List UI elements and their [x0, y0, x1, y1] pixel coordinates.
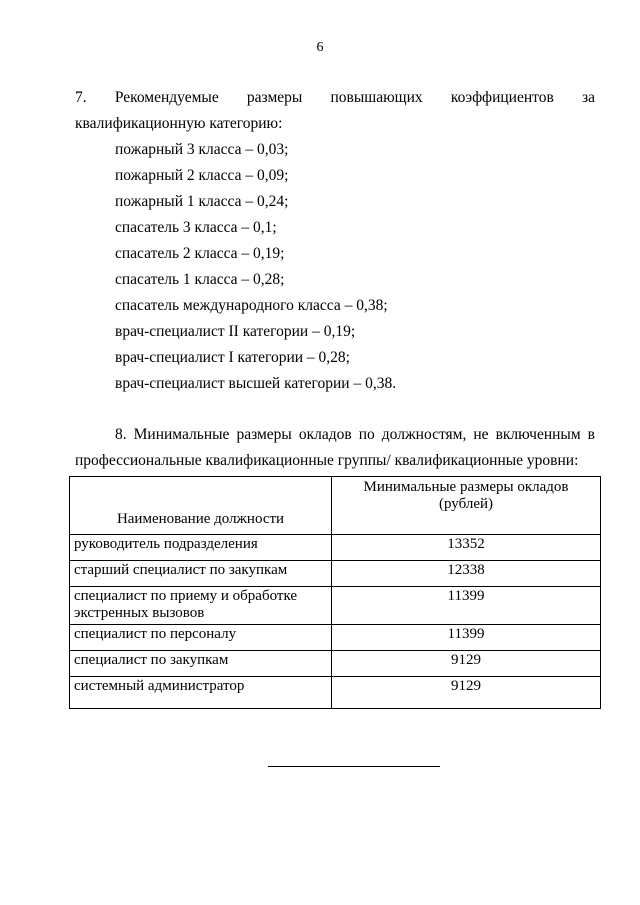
- section7-word: Рекомендуемые: [114, 89, 219, 106]
- coefficient-item: спасатель 1 класса – 0,28;: [115, 271, 285, 288]
- table-row: [70, 677, 601, 709]
- salary-value-cell: 13352: [332, 535, 601, 561]
- coefficient-item: пожарный 3 класса – 0,03;: [115, 141, 289, 158]
- table-header-row: [70, 477, 601, 535]
- section7-word: повышающих: [330, 89, 423, 106]
- section8-word: должностям,: [381, 426, 467, 443]
- salary-value-cell: 9129: [332, 651, 601, 677]
- position-name-cell: специалист по персоналу: [70, 625, 332, 651]
- coefficient-item: пожарный 2 класса – 0,09;: [115, 167, 289, 184]
- section7-word: коэффициентов: [450, 89, 554, 106]
- salary-value-cell: 11399: [332, 587, 601, 625]
- position-name-cell: системный администратор: [70, 677, 332, 709]
- section8-word: не: [473, 426, 489, 443]
- section8-word: включенным: [495, 426, 581, 443]
- coefficient-item: врач-специалист I категории – 0,28;: [115, 349, 350, 366]
- header-minimum-salary: Минимальные размеры окладов (рублей): [332, 477, 601, 535]
- section7-word: размеры: [246, 89, 303, 106]
- coefficient-item: спасатель международного класса – 0,38;: [115, 297, 388, 314]
- table-row: [70, 651, 601, 677]
- section7-word: за: [581, 89, 595, 106]
- position-name-cell: старший специалист по закупкам: [70, 561, 332, 587]
- salary-value-cell: 9129: [332, 677, 601, 709]
- section8-word: размеры: [236, 426, 292, 443]
- coefficient-item: спасатель 3 класса – 0,1;: [115, 219, 277, 236]
- table-row: [70, 535, 601, 561]
- section8-word: по: [358, 426, 375, 443]
- coefficient-item: врач-специалист II категории – 0,19;: [115, 323, 356, 340]
- position-name-cell: руководитель подразделения: [70, 535, 332, 561]
- table-row: [70, 625, 601, 651]
- section8-word: окладов: [298, 426, 352, 443]
- salary-table: [69, 476, 601, 709]
- header-position-name: Наименование должности: [70, 477, 332, 535]
- coefficient-item: врач-специалист высшей категории – 0,38.: [115, 375, 397, 392]
- coefficient-item: спасатель 2 класса – 0,19;: [115, 245, 285, 262]
- position-name-cell: специалист по приему и обработке экстренных вызовов: [70, 587, 332, 625]
- section8-word: 8.: [115, 426, 127, 443]
- section8-line2: профессиональные квалификационные группы/ квалификационные уровни:: [75, 452, 579, 469]
- section8-word: в: [587, 426, 595, 443]
- page-number: 6: [316, 40, 324, 55]
- section8-word: Минимальные: [133, 426, 230, 443]
- section8-line1: [115, 426, 595, 444]
- salary-value-cell: 12338: [332, 561, 601, 587]
- coefficient-item: пожарный 1 класса – 0,24;: [115, 193, 289, 210]
- salary-value-cell: 11399: [332, 625, 601, 651]
- section7-line1: [75, 89, 595, 107]
- section7-line2: квалификационную категорию:: [75, 115, 283, 132]
- closing-divider: [268, 766, 440, 767]
- section7-word: 7.: [75, 89, 87, 106]
- position-name-cell: специалист по закупкам: [70, 651, 332, 677]
- table-row: [70, 587, 601, 625]
- table-row: [70, 561, 601, 587]
